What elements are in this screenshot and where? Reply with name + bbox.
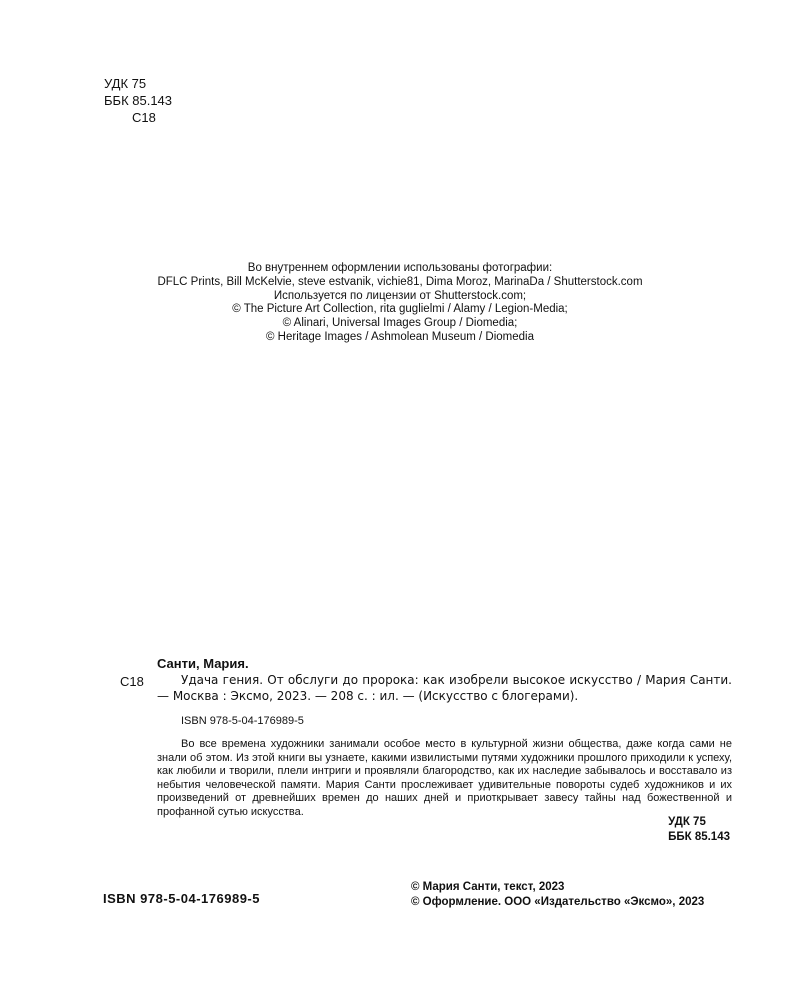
credit-line: Используется по лицензии от Shutterstock.com; bbox=[273, 289, 527, 302]
udk-code: УДК 75 bbox=[104, 76, 147, 91]
credit-line: Во внутреннем оформлении использованы фотографии: bbox=[247, 262, 553, 274]
copyright-block bbox=[411, 880, 704, 910]
card-author: Санти, Мария. bbox=[157, 656, 249, 671]
credit-line: © Heritage Images / Ashmolean Museum / Diomedia bbox=[266, 330, 534, 343]
top-classification-codes bbox=[104, 75, 172, 126]
credit-line: DFLC Prints, Bill McKelvie, steve estvanik, vichie81, Dima Moroz, MarinaDa / Shutterstock.com bbox=[157, 275, 643, 288]
bbk-code: ББК 85.143 bbox=[104, 93, 173, 108]
copyright-text-line: © Мария Санти, текст, 2023 bbox=[411, 881, 565, 893]
credit-line: © Alinari, Universal Images Group / Diomedia; bbox=[282, 317, 518, 330]
photo-credits bbox=[100, 262, 700, 345]
book-annotation: Во все времена художники занимали особое место в культурной жизни общества, даже когда сами не знали об этом. Из этой книги вы узнаете, какими извилистыми путями художники прошлого приходили к успеху, как любили и творили, плели интриги и проявляли благородство, как их наследие забывалось и восставало из небытия человеческой памяти. Мария Санти прослеживает удивительные повороты судеб художников и их произведений от древнейших времен до наших дней и приоткрывает завесу тайны над божественной и профанной сутью искусства. bbox=[157, 738, 732, 818]
bibliographic-description: Удача гения. От обслуги до пророка: как изобрели высокое искусство / Мария Санти. — Москва : Эксмо, 2023. — 208 с. : ил. — (Искусство с блогерами). bbox=[157, 673, 732, 703]
main-isbn: ISBN 978-5-04-176989-5 bbox=[103, 891, 260, 906]
bottom-classification-codes bbox=[668, 815, 730, 844]
author-mark: С18 bbox=[132, 110, 156, 125]
card-isbn: ISBN 978-5-04-176989-5 bbox=[181, 715, 304, 727]
copyright-design-line: © Оформление. ООО «Издательство «Эксмо», 2023 bbox=[411, 896, 705, 908]
catalog-card bbox=[120, 656, 732, 820]
bbk-code-bottom: ББК 85.143 bbox=[668, 830, 730, 843]
udk-code-bottom: УДК 75 bbox=[668, 816, 706, 828]
bibliographic-row bbox=[120, 672, 732, 704]
credit-line: © The Picture Art Collection, rita guglielmi / Alamy / Legion-Media; bbox=[232, 303, 568, 316]
card-author-mark: С18 bbox=[120, 674, 144, 689]
